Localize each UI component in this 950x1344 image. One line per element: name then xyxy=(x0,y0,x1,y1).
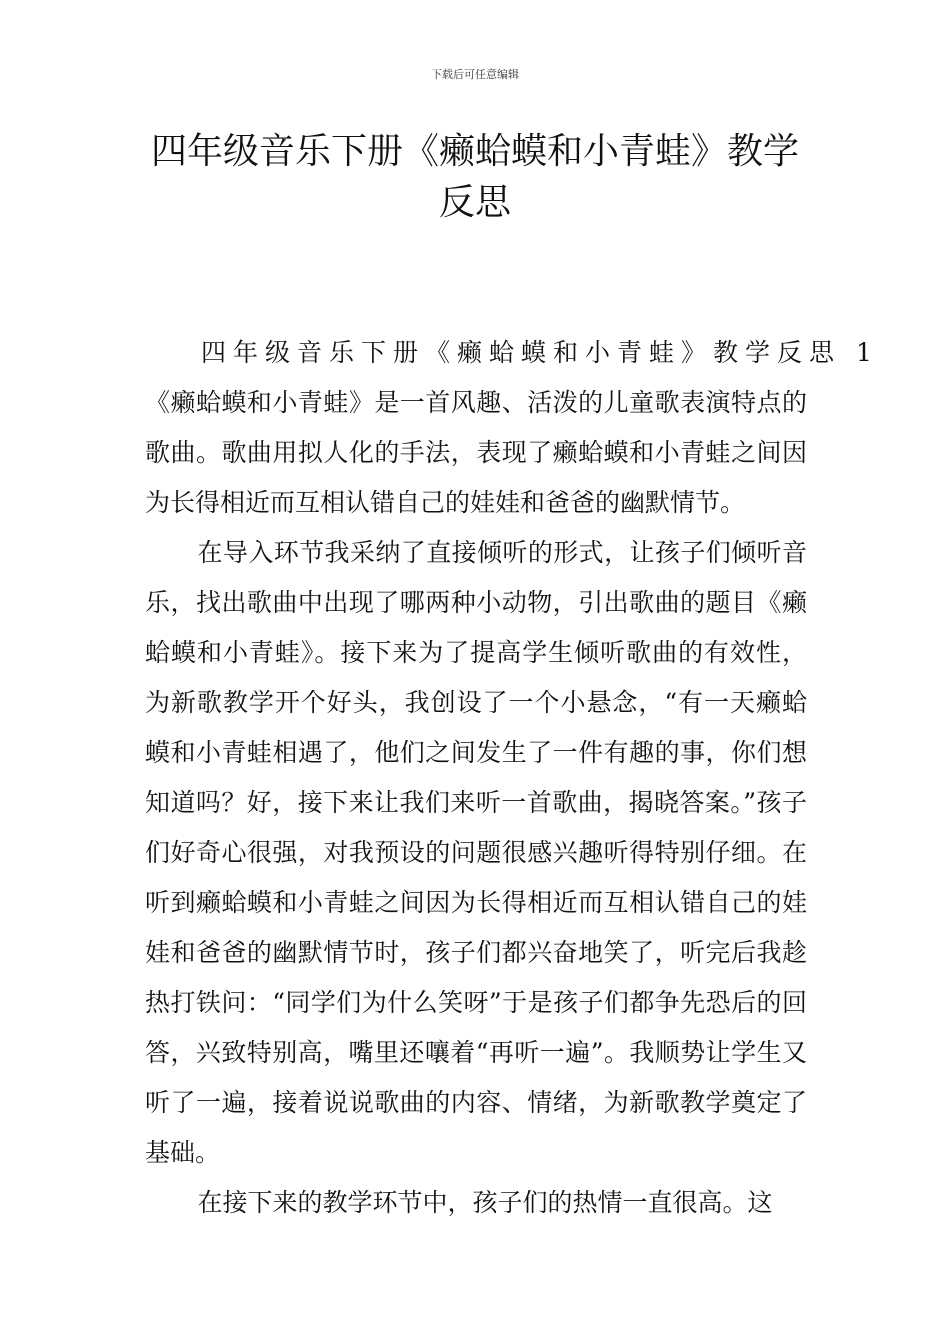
paragraph: 在接下来的教学环节中，孩子们的热情一直很高。这 xyxy=(197,1188,773,1217)
paragraph: 在导入环节我采纳了直接倾听的形式，让孩子们倾听音乐，找出歌曲中出现了哪两种小动物，引出歌曲的题目《癞蛤蟆和小青蛙》。接下来为了提高学生倾听歌曲的有效性，为新歌教学开个好头，我创设了一个小悬念，“有一天癞蛤蟆和小青蛙相遇了，他们之间发生了一件有趣的事，你们想知道吗？好，接下来让我们来听一首歌曲，揭晓答案。”孩子们好奇心很强，对我预设的问题很感兴趣听得特别仔细。在听到癞蛤蟆和小青蛙之间因为长得相近而互相认错自己的娃娃和爸爸的幽默情节时，孩子们都兴奋地笑了，听完后我趁热打铁问：“同学们为什么笑呀”于是孩子们都争先恐后的回答，兴致特别高，嘴里还嚷着“再听一遍”。我顺势让学生又听了一遍，接着说说歌曲的内容、情绪，为新歌教学奠定了基础。 xyxy=(145,538,807,1167)
paragraph: 《癞蛤蟆和小青蛙》是一首风趣、活泼的儿童歌表演特点的歌曲。歌曲用拟人化的手法，表现了癞蛤蟆和小青蛙之间因为长得相近而互相认错自己的娃娃和爸爸的幽默情节。 xyxy=(145,388,807,517)
header-note: 下载后可任意编辑 xyxy=(431,68,519,81)
document-body xyxy=(145,328,879,1228)
section-heading: 四年级音乐下册《癞蛤蟆和小青蛙》教学反思 1 xyxy=(201,338,879,367)
document-title: 四年级音乐下册《癞蛤蟆和小青蛙》教学反思 xyxy=(150,131,799,223)
